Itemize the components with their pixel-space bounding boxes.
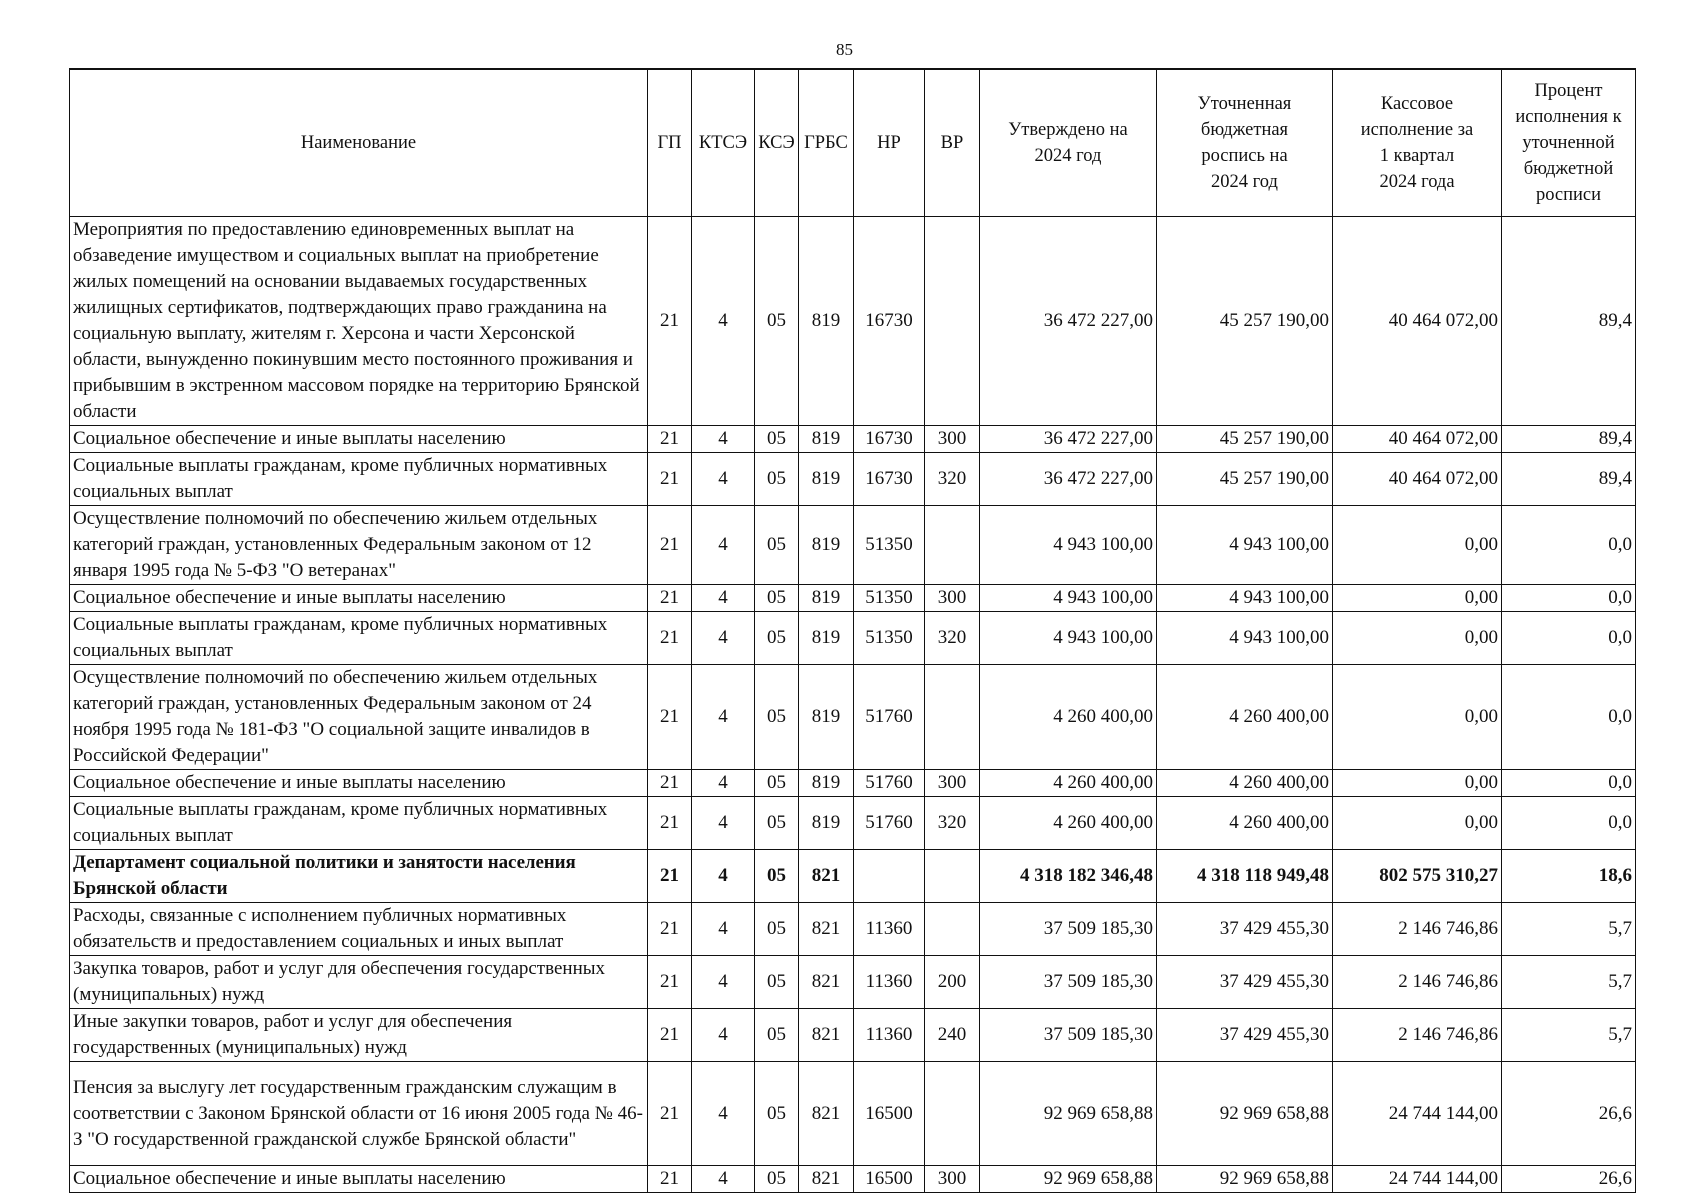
row-gp: 21 bbox=[648, 1009, 692, 1062]
row-vr bbox=[925, 506, 980, 585]
header-nr: НР bbox=[854, 69, 925, 217]
table-row bbox=[70, 1062, 1636, 1166]
row-gp: 21 bbox=[648, 217, 692, 426]
row-vr bbox=[925, 217, 980, 426]
table-row bbox=[70, 1166, 1636, 1193]
table-row bbox=[70, 585, 1636, 612]
row-name: Социальные выплаты гражданам, кроме публичных нормативных социальных выплат bbox=[70, 797, 648, 850]
row-refined: 92 969 658,88 bbox=[1157, 1062, 1333, 1166]
budget-execution-table bbox=[69, 68, 1636, 1193]
row-gp: 21 bbox=[648, 797, 692, 850]
row-name: Социальное обеспечение и иные выплаты населению bbox=[70, 585, 648, 612]
row-kse: 05 bbox=[755, 770, 799, 797]
row-grbs: 821 bbox=[799, 903, 854, 956]
row-approved: 4 318 182 346,48 bbox=[980, 850, 1157, 903]
row-name: Закупка товаров, работ и услуг для обеспечения государственных (муниципальных) нужд bbox=[70, 956, 648, 1009]
row-grbs: 819 bbox=[799, 506, 854, 585]
row-percent: 5,7 bbox=[1502, 903, 1636, 956]
row-approved: 4 260 400,00 bbox=[980, 665, 1157, 770]
row-name: Иные закупки товаров, работ и услуг для обеспечения государственных (муниципальных) нужд bbox=[70, 1009, 648, 1062]
table-row bbox=[70, 956, 1636, 1009]
row-approved: 4 260 400,00 bbox=[980, 770, 1157, 797]
row-refined: 4 318 118 949,48 bbox=[1157, 850, 1333, 903]
row-name: Департамент социальной политики и занятости населения Брянской области bbox=[70, 850, 648, 903]
table-row-department bbox=[70, 850, 1636, 903]
table-row bbox=[70, 217, 1636, 426]
table-row bbox=[70, 426, 1636, 453]
row-percent: 0,0 bbox=[1502, 585, 1636, 612]
row-cash: 0,00 bbox=[1333, 797, 1502, 850]
header-kse: КСЭ bbox=[755, 69, 799, 217]
row-percent: 5,7 bbox=[1502, 956, 1636, 1009]
row-refined: 45 257 190,00 bbox=[1157, 426, 1333, 453]
row-ktse: 4 bbox=[692, 506, 755, 585]
row-grbs: 819 bbox=[799, 612, 854, 665]
row-vr: 320 bbox=[925, 797, 980, 850]
row-cash: 0,00 bbox=[1333, 770, 1502, 797]
row-gp: 21 bbox=[648, 665, 692, 770]
row-kse: 05 bbox=[755, 1009, 799, 1062]
row-refined: 4 260 400,00 bbox=[1157, 770, 1333, 797]
row-nr: 16730 bbox=[854, 217, 925, 426]
row-name: Социальные выплаты гражданам, кроме публичных нормативных социальных выплат bbox=[70, 612, 648, 665]
row-vr: 320 bbox=[925, 453, 980, 506]
row-nr: 16500 bbox=[854, 1166, 925, 1193]
row-vr: 320 bbox=[925, 612, 980, 665]
row-kse: 05 bbox=[755, 1062, 799, 1166]
table-row bbox=[70, 903, 1636, 956]
row-percent: 89,4 bbox=[1502, 217, 1636, 426]
header-gp: ГП bbox=[648, 69, 692, 217]
row-refined: 4 943 100,00 bbox=[1157, 585, 1333, 612]
row-refined: 4 943 100,00 bbox=[1157, 506, 1333, 585]
row-ktse: 4 bbox=[692, 770, 755, 797]
header-percent: Процент исполнения к уточненной бюджетной росписи bbox=[1502, 69, 1636, 217]
header-vr: ВР bbox=[925, 69, 980, 217]
row-vr bbox=[925, 903, 980, 956]
row-refined: 92 969 658,88 bbox=[1157, 1166, 1333, 1193]
row-vr bbox=[925, 1062, 980, 1166]
header-refined: Уточненная бюджетная роспись на 2024 год bbox=[1157, 69, 1333, 217]
row-refined: 45 257 190,00 bbox=[1157, 217, 1333, 426]
row-nr bbox=[854, 850, 925, 903]
row-cash: 40 464 072,00 bbox=[1333, 453, 1502, 506]
row-ktse: 4 bbox=[692, 1166, 755, 1193]
row-percent: 18,6 bbox=[1502, 850, 1636, 903]
row-nr: 51760 bbox=[854, 665, 925, 770]
row-name: Расходы, связанные с исполнением публичных нормативных обязательств и предоставлением социальных и иных выплат bbox=[70, 903, 648, 956]
row-ktse: 4 bbox=[692, 665, 755, 770]
table-row bbox=[70, 506, 1636, 585]
row-ktse: 4 bbox=[692, 585, 755, 612]
row-grbs: 821 bbox=[799, 1062, 854, 1166]
row-name: Пенсия за выслугу лет государственным гражданским служащим в соответствии с Законом Брянской области от 16 июня 2005 года № 46-З "О государственной гражданской службе Брянской области" bbox=[70, 1062, 648, 1166]
row-gp: 21 bbox=[648, 903, 692, 956]
row-cash: 0,00 bbox=[1333, 665, 1502, 770]
row-percent: 0,0 bbox=[1502, 665, 1636, 770]
table-row bbox=[70, 665, 1636, 770]
row-vr: 300 bbox=[925, 1166, 980, 1193]
row-gp: 21 bbox=[648, 850, 692, 903]
row-ktse: 4 bbox=[692, 956, 755, 1009]
row-nr: 16730 bbox=[854, 453, 925, 506]
row-kse: 05 bbox=[755, 665, 799, 770]
row-nr: 51350 bbox=[854, 612, 925, 665]
row-name: Социальные выплаты гражданам, кроме публичных нормативных социальных выплат bbox=[70, 453, 648, 506]
table-row bbox=[70, 797, 1636, 850]
row-gp: 21 bbox=[648, 1062, 692, 1166]
row-approved: 4 943 100,00 bbox=[980, 506, 1157, 585]
row-name: Осуществление полномочий по обеспечению жильем отдельных категорий граждан, установленных Федеральным законом от 12 января 1995 года № 5-ФЗ "О ветеранах" bbox=[70, 506, 648, 585]
header-grbs: ГРБС bbox=[799, 69, 854, 217]
row-nr: 16500 bbox=[854, 1062, 925, 1166]
row-cash: 2 146 746,86 bbox=[1333, 1009, 1502, 1062]
row-gp: 21 bbox=[648, 1166, 692, 1193]
row-nr: 11360 bbox=[854, 956, 925, 1009]
row-nr: 11360 bbox=[854, 903, 925, 956]
header-approved: Утверждено на 2024 год bbox=[980, 69, 1157, 217]
row-nr: 51760 bbox=[854, 770, 925, 797]
table-header-row bbox=[70, 69, 1636, 217]
row-gp: 21 bbox=[648, 612, 692, 665]
table-row bbox=[70, 1009, 1636, 1062]
row-nr: 51350 bbox=[854, 585, 925, 612]
row-refined: 37 429 455,30 bbox=[1157, 956, 1333, 1009]
row-name: Социальное обеспечение и иные выплаты населению bbox=[70, 770, 648, 797]
page-number: 85 bbox=[836, 40, 853, 59]
row-ktse: 4 bbox=[692, 426, 755, 453]
row-gp: 21 bbox=[648, 585, 692, 612]
row-approved: 4 260 400,00 bbox=[980, 797, 1157, 850]
row-ktse: 4 bbox=[692, 453, 755, 506]
row-cash: 0,00 bbox=[1333, 612, 1502, 665]
row-name: Социальное обеспечение и иные выплаты населению bbox=[70, 426, 648, 453]
row-kse: 05 bbox=[755, 850, 799, 903]
row-cash: 0,00 bbox=[1333, 585, 1502, 612]
row-kse: 05 bbox=[755, 426, 799, 453]
row-kse: 05 bbox=[755, 217, 799, 426]
row-percent: 26,6 bbox=[1502, 1062, 1636, 1166]
row-vr bbox=[925, 850, 980, 903]
row-grbs: 819 bbox=[799, 797, 854, 850]
row-grbs: 819 bbox=[799, 453, 854, 506]
row-nr: 51760 bbox=[854, 797, 925, 850]
row-vr: 200 bbox=[925, 956, 980, 1009]
row-grbs: 819 bbox=[799, 585, 854, 612]
row-refined: 37 429 455,30 bbox=[1157, 903, 1333, 956]
row-refined: 45 257 190,00 bbox=[1157, 453, 1333, 506]
row-cash: 24 744 144,00 bbox=[1333, 1166, 1502, 1193]
row-kse: 05 bbox=[755, 797, 799, 850]
row-cash: 24 744 144,00 bbox=[1333, 1062, 1502, 1166]
row-approved: 37 509 185,30 bbox=[980, 903, 1157, 956]
row-percent: 0,0 bbox=[1502, 797, 1636, 850]
row-cash: 2 146 746,86 bbox=[1333, 903, 1502, 956]
row-approved: 37 509 185,30 bbox=[980, 956, 1157, 1009]
row-vr bbox=[925, 665, 980, 770]
table-row bbox=[70, 770, 1636, 797]
row-nr: 11360 bbox=[854, 1009, 925, 1062]
table-row bbox=[70, 453, 1636, 506]
row-cash: 2 146 746,86 bbox=[1333, 956, 1502, 1009]
row-grbs: 821 bbox=[799, 850, 854, 903]
row-kse: 05 bbox=[755, 612, 799, 665]
row-ktse: 4 bbox=[692, 1062, 755, 1166]
row-gp: 21 bbox=[648, 506, 692, 585]
row-percent: 26,6 bbox=[1502, 1166, 1636, 1193]
row-nr: 16730 bbox=[854, 426, 925, 453]
row-cash: 802 575 310,27 bbox=[1333, 850, 1502, 903]
row-grbs: 819 bbox=[799, 426, 854, 453]
row-refined: 4 260 400,00 bbox=[1157, 665, 1333, 770]
row-name: Осуществление полномочий по обеспечению жильем отдельных категорий граждан, установленных Федеральным законом от 24 ноября 1995 года № 181-ФЗ "О социальной защите инвалидов в Российской Федерации" bbox=[70, 665, 648, 770]
row-kse: 05 bbox=[755, 585, 799, 612]
row-grbs: 819 bbox=[799, 665, 854, 770]
row-grbs: 819 bbox=[799, 770, 854, 797]
row-percent: 89,4 bbox=[1502, 453, 1636, 506]
row-gp: 21 bbox=[648, 426, 692, 453]
row-percent: 5,7 bbox=[1502, 1009, 1636, 1062]
row-ktse: 4 bbox=[692, 217, 755, 426]
table-row bbox=[70, 612, 1636, 665]
row-kse: 05 bbox=[755, 1166, 799, 1193]
row-cash: 0,00 bbox=[1333, 506, 1502, 585]
header-ktse: КТСЭ bbox=[692, 69, 755, 217]
row-ktse: 4 bbox=[692, 1009, 755, 1062]
header-cash: Кассовое исполнение за 1 квартал 2024 года bbox=[1333, 69, 1502, 217]
row-approved: 4 943 100,00 bbox=[980, 585, 1157, 612]
row-ktse: 4 bbox=[692, 850, 755, 903]
row-percent: 0,0 bbox=[1502, 770, 1636, 797]
row-vr: 300 bbox=[925, 770, 980, 797]
row-approved: 36 472 227,00 bbox=[980, 217, 1157, 426]
row-name: Социальное обеспечение и иные выплаты населению bbox=[70, 1166, 648, 1193]
row-gp: 21 bbox=[648, 956, 692, 1009]
row-cash: 40 464 072,00 bbox=[1333, 217, 1502, 426]
row-vr: 300 bbox=[925, 426, 980, 453]
row-approved: 37 509 185,30 bbox=[980, 1009, 1157, 1062]
row-approved: 92 969 658,88 bbox=[980, 1166, 1157, 1193]
row-vr: 240 bbox=[925, 1009, 980, 1062]
row-cash: 40 464 072,00 bbox=[1333, 426, 1502, 453]
row-kse: 05 bbox=[755, 903, 799, 956]
header-name: Наименование bbox=[70, 69, 648, 217]
row-percent: 0,0 bbox=[1502, 612, 1636, 665]
row-kse: 05 bbox=[755, 453, 799, 506]
row-grbs: 821 bbox=[799, 1166, 854, 1193]
row-gp: 21 bbox=[648, 453, 692, 506]
row-nr: 51350 bbox=[854, 506, 925, 585]
row-refined: 4 260 400,00 bbox=[1157, 797, 1333, 850]
row-kse: 05 bbox=[755, 506, 799, 585]
row-vr: 300 bbox=[925, 585, 980, 612]
row-refined: 37 429 455,30 bbox=[1157, 1009, 1333, 1062]
row-percent: 89,4 bbox=[1502, 426, 1636, 453]
row-name: Мероприятия по предоставлению единовременных выплат на обзаведение имуществом и социальных выплат на приобретение жилых помещений на основании выдаваемых государственных жилищных сертификатов, подтверждающих право гражданина на социальную выплату, жителям г. Херсона и части Херсонской области, вынужденно покинувшим место постоянного проживания и прибывшим в экстренном массовом порядке на территорию Брянской области bbox=[70, 217, 648, 426]
row-grbs: 821 bbox=[799, 1009, 854, 1062]
row-approved: 36 472 227,00 bbox=[980, 426, 1157, 453]
row-percent: 0,0 bbox=[1502, 506, 1636, 585]
row-ktse: 4 bbox=[692, 903, 755, 956]
row-ktse: 4 bbox=[692, 797, 755, 850]
row-approved: 36 472 227,00 bbox=[980, 453, 1157, 506]
row-approved: 4 943 100,00 bbox=[980, 612, 1157, 665]
row-grbs: 819 bbox=[799, 217, 854, 426]
row-refined: 4 943 100,00 bbox=[1157, 612, 1333, 665]
row-ktse: 4 bbox=[692, 612, 755, 665]
row-approved: 92 969 658,88 bbox=[980, 1062, 1157, 1166]
row-kse: 05 bbox=[755, 956, 799, 1009]
row-grbs: 821 bbox=[799, 956, 854, 1009]
row-gp: 21 bbox=[648, 770, 692, 797]
